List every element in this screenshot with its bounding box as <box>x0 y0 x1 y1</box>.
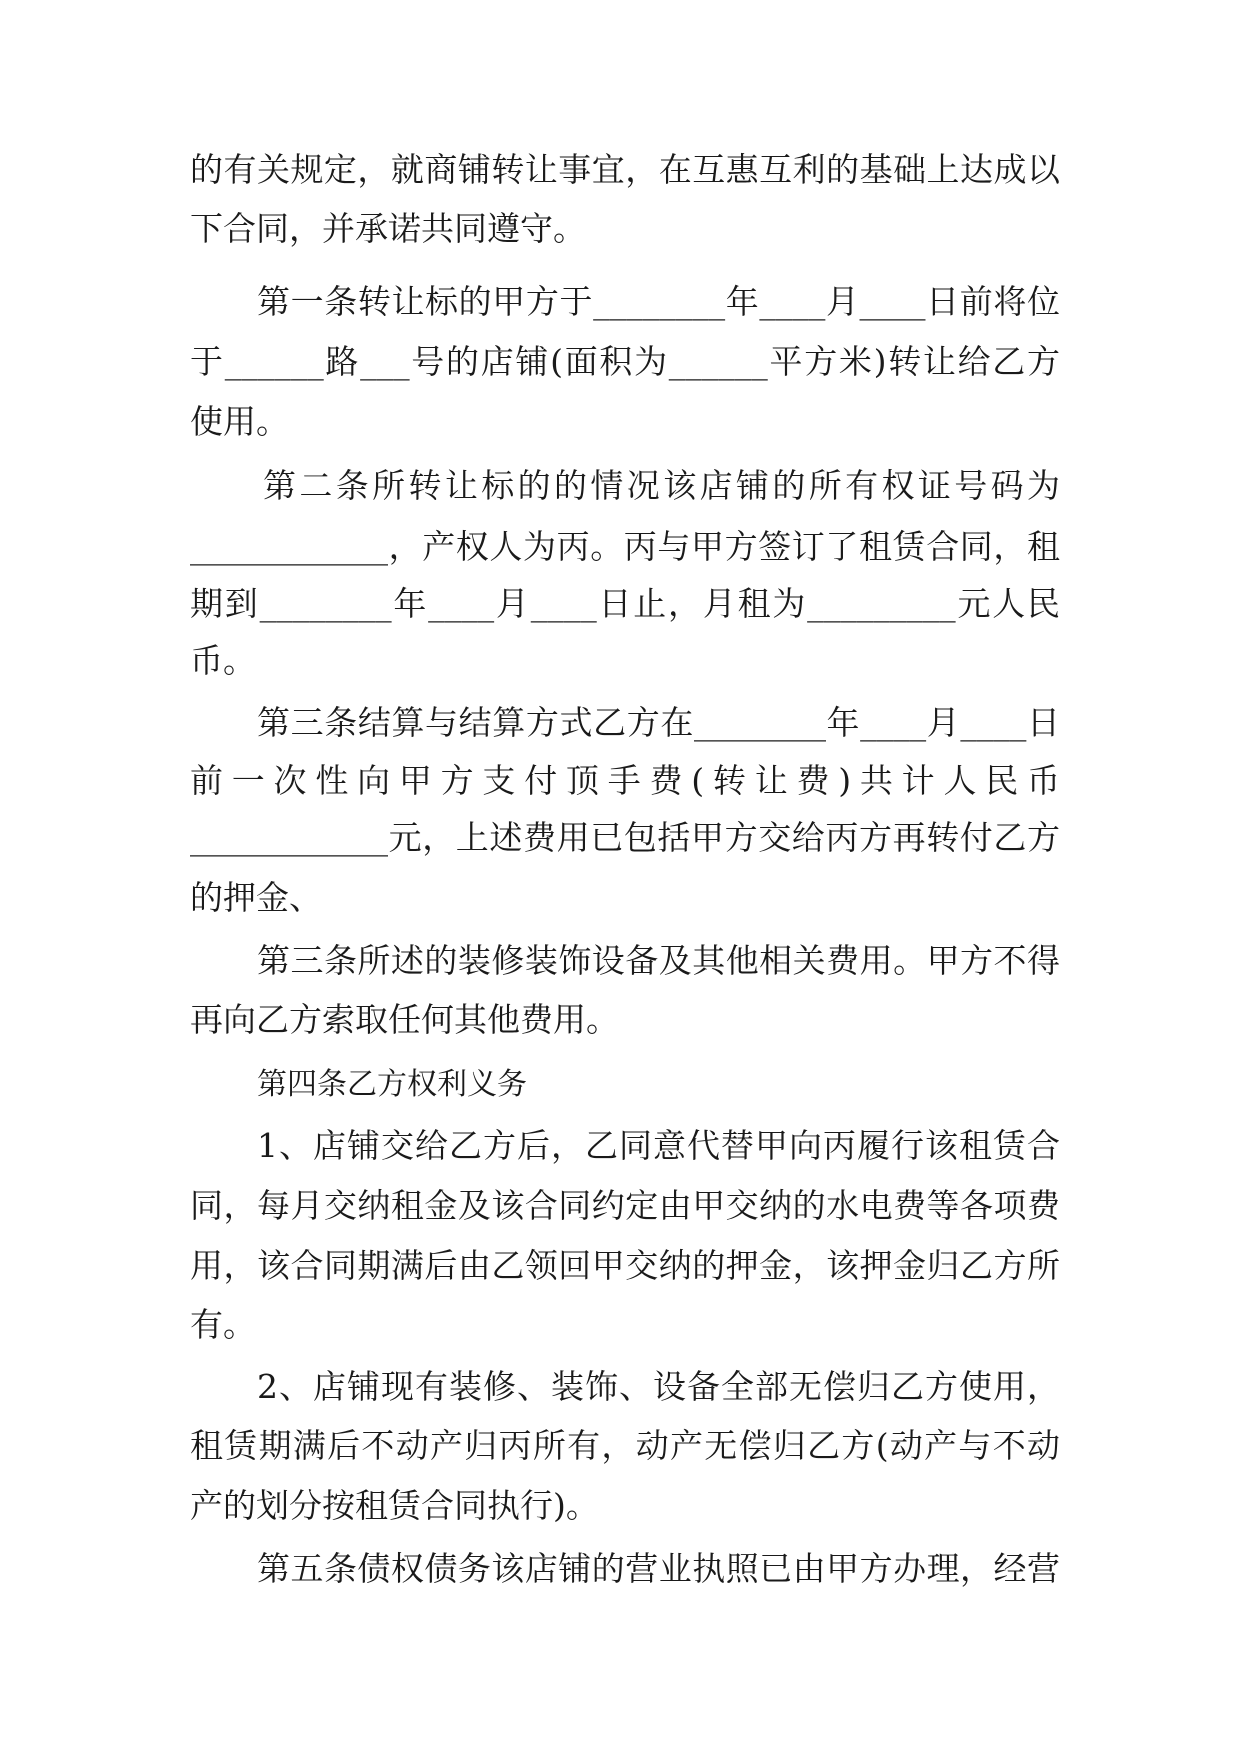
text-line: 期到________年____月____日止，月租为_________元人民 <box>190 584 1060 623</box>
text-line: 第三条所述的装修装饰设备及其他相关费用。甲方不得 <box>257 941 1060 980</box>
text-line: 的有关规定，就商铺转让事宜，在互惠互利的基础上达成以 <box>190 150 1060 189</box>
text-line: 产的划分按租赁合同执行)。 <box>190 1486 599 1525</box>
text-line: 租赁期满后不动产归丙所有，动产无偿归乙方(动产与不动 <box>190 1426 1060 1465</box>
text-line: 同，每月交纳租金及该合同约定由甲交纳的水电费等各项费 <box>190 1186 1060 1225</box>
section-heading: 第四条乙方权利义务 <box>257 1067 527 1102</box>
text-line: 1、店铺交给乙方后，乙同意代替甲向丙履行该租赁合 <box>257 1126 1060 1165</box>
text-line: 第一条转让标的甲方于________年____月____日前将位 <box>257 282 1060 321</box>
text-line: 于______路___号的店铺(面积为______平方米)转让给乙方 <box>190 342 1060 381</box>
text-line: 有。 <box>190 1305 256 1344</box>
text-line: 2、店铺现有装修、装饰、设备全部无偿归乙方使用， <box>257 1367 1060 1406</box>
text-line: 用，该合同期满后由乙领回甲交纳的押金，该押金归乙方所 <box>190 1246 1060 1285</box>
text-line: 再向乙方索取任何其他费用。 <box>190 1000 619 1039</box>
text-line: 的押金、 <box>190 878 322 917</box>
text-line: 下合同，并承诺共同遵守。 <box>190 209 586 248</box>
text-line: 使用。 <box>190 402 289 441</box>
text-line: ____________元，上述费用已包括甲方交给丙方再转付乙方 <box>190 818 1060 857</box>
text-line: 前一次性向甲方支付顶手费(转让费)共计人民币 <box>190 761 1060 800</box>
text-line: 第三条结算与结算方式乙方在________年____月____日 <box>257 703 1060 742</box>
text-line: ____________，产权人为丙。丙与甲方签订了租赁合同，租 <box>190 527 1060 566</box>
text-line: 币。 <box>190 641 256 680</box>
text-line: 第二条所转让标的的情况该店铺的所有权证号码为 <box>263 466 1060 505</box>
text-line: 第五条债权债务该店铺的营业执照已由甲方办理，经营 <box>257 1549 1060 1588</box>
